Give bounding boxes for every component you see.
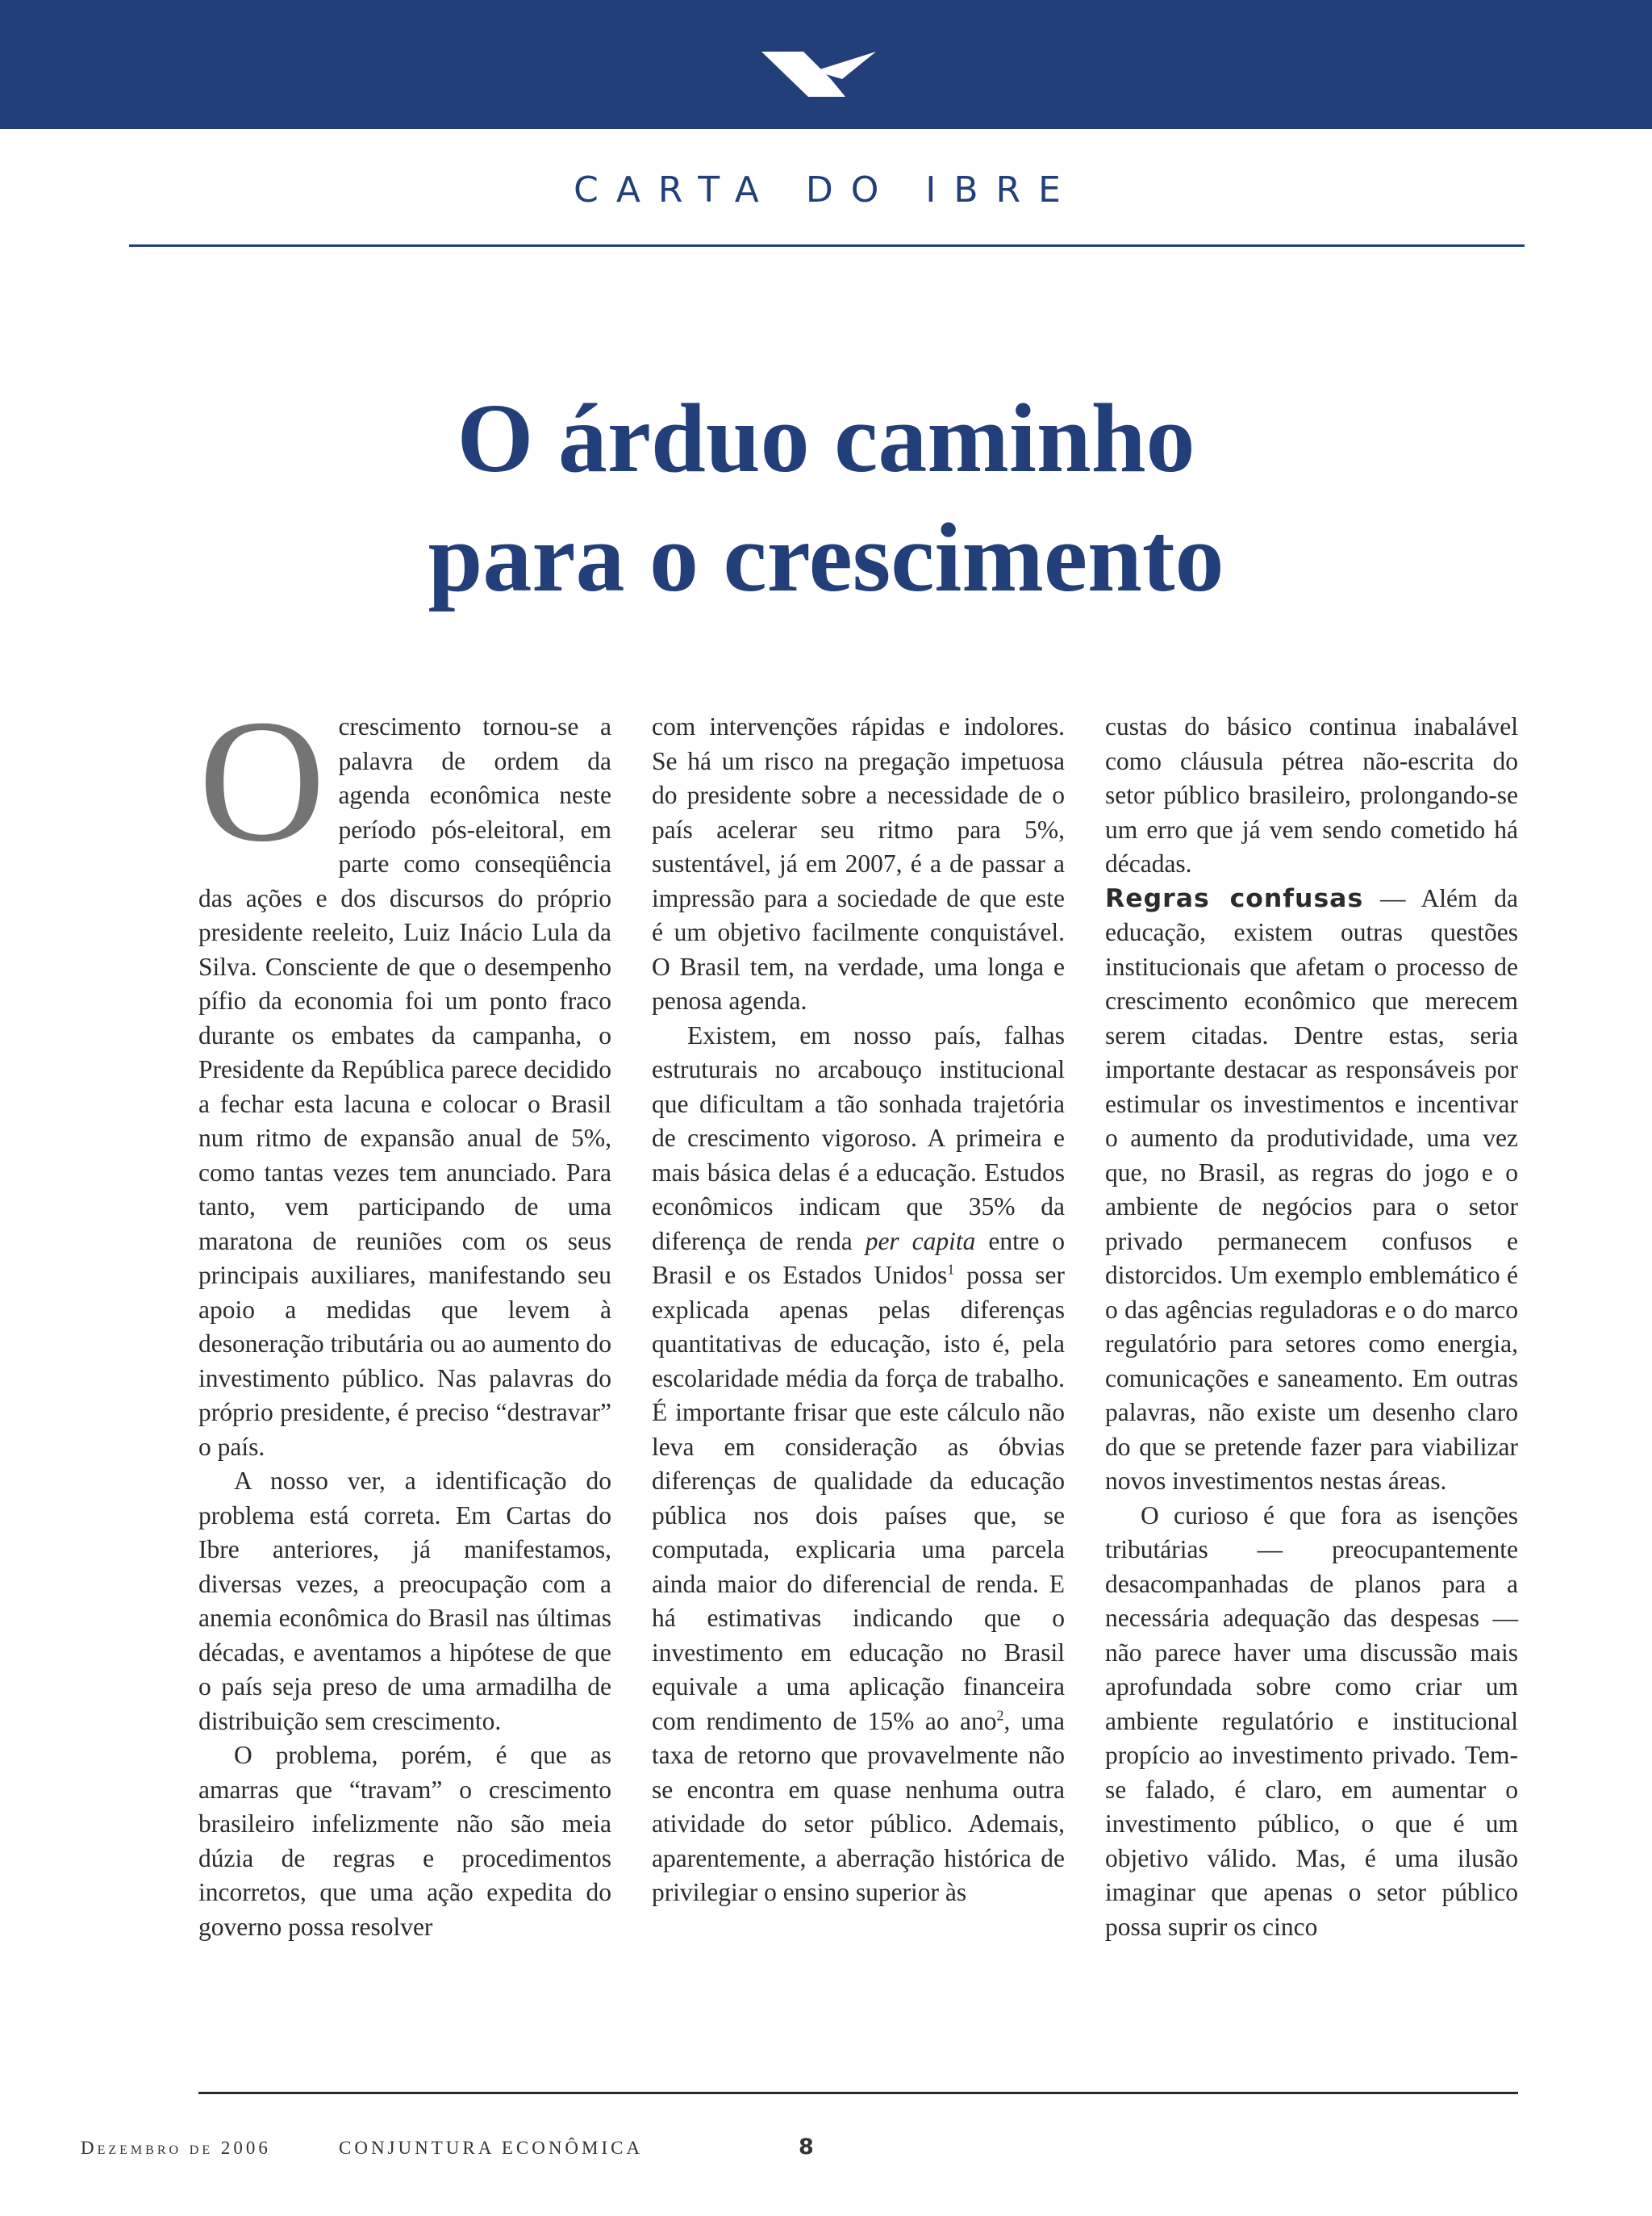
title-line-1: O árduo caminho: [457, 384, 1195, 493]
paragraph: [198, 684, 611, 1464]
paragraph-text: , uma taxa de retorno que provavelmente não se encontra em quase nenhuma outra atividade do setor público. Ademais, aparentemente, a aberração histórica de privilegiar o ensino superior às: [652, 1706, 1066, 1906]
title-line-2: para o crescimento: [428, 503, 1224, 612]
header-divider: [129, 244, 1525, 247]
paragraph: O curioso é que fora as isenções tributárias — preocupantemente desacompanhadas de planos para a necessária adequação das despesas — não parece haver uma discussão mais aprofundada sobre como criar um ambiente regulatório e institucional propício ao investimento privado. Tem-se falado, é claro, em aumentar o investimento público, o que é um objetivo válido. Mas, é uma ilusão imaginar que apenas o setor público possa suprir os cinco: [1105, 1500, 1518, 1941]
footer-divider: [198, 2092, 1518, 2094]
paragraph: com intervenções rápidas e indolores. Se há um risco na pregação impetuosa do presidente sobre a necessidade de o país acelerar seu ritmo para 5%, sustentável, já em 2007, é a de passar a impressão para a sociedade de que este é um objetivo facilmente conquistável. O Brasil tem, na verdade, uma longa e penosa agenda.: [652, 712, 1065, 1015]
footer-date: Dezembro de 2006: [81, 2138, 271, 2158]
text-column-2: [652, 710, 1065, 1910]
paragraph-text: — Além da educação, existem outras questões institucionais que afetam o processo de crescimento econômico que merecem serem citadas. Dentre estas, seria importante destacar as responsáveis por estimular os investimentos e incentivar o aumento da produtividade, uma vez que, no Brasil, as regras do jogo e o ambiente de negócios para o setor privado permanecem confusos e distorcidos. Um exemplo emblemático é o das agências reguladoras e o do marco regulatório para setores como energia, comunicações e saneamento. Em outras palavras, não existe um desenho claro do que se pretende fazer para viabilizar novos investimentos nestas áreas.: [1105, 883, 1518, 1495]
section-label: CARTA DO IBRE: [574, 169, 1078, 211]
page-number: 8: [799, 2135, 814, 2160]
drop-cap: O: [198, 684, 326, 878]
fgv-logo-icon: [761, 47, 891, 98]
paragraph-text: Existem, em nosso país, falhas estruturais no arcabouço institucional que dificultam a tão sonhada trajetória de crescimento vigoroso. A primeira e mais básica delas é a educação. Estudos econômicos indicam que 35% da diferença de renda: [652, 1020, 1065, 1255]
paragraph: custas do básico continua inabalável como cláusula pétrea não-escrita do setor público brasileiro, prolongando-se um erro que já vem sendo cometido há décadas.: [1105, 712, 1518, 878]
paragraph-text: crescimento tornou-se a palavra de ordem da agenda econômica neste período pós-eleitoral, em parte como conseqüência das ações e dos discursos do próprio presidente reeleito, Luiz Inácio Lula da Silva. Consciente de que o desempenho pífio da economia foi um ponto fraco durante os embates da campanha, o Presidente da República parece decidido a fechar esta lacuna e colocar o Brasil num ritmo de expansão anual de 5%, como tantas vezes tem anunciado. Para tanto, vem participando de uma maratona de reuniões com os seus principais auxiliares, manifestando seu apoio a medidas que levem à desoneração tributária ou ao aumento do investimento público. Nas palavras do próprio presidente, é preciso “destravar” o país.: [198, 712, 611, 1461]
paragraph: [1105, 882, 1518, 1499]
paragraph: O problema, porém, é que as amarras que “travam” o crescimento brasileiro infelizmente não são meia dúzia de regras e procedimentos incorretos, que uma ação expedita do governo possa resolver: [198, 1741, 611, 1941]
footer-magazine: CONJUNTURA ECONÔMICA: [339, 2138, 644, 2158]
text-column-1: [198, 684, 611, 1944]
paragraph-text: entre o Brasil e os Estados Unidos: [652, 1226, 1065, 1289]
footnote-marker: 1: [947, 1261, 955, 1278]
text-column-3: [1105, 710, 1518, 1944]
paragraph: A nosso ver, a identificação do problema está correta. Em Cartas do Ibre anteriores, já manifestamos, diversas vezes, a preocupação com a anemia econômica do Brasil nas últimas décadas, e aventamos a hipótese de que o país seja preso de uma armadilha de distribuição sem crescimento.: [198, 1467, 611, 1735]
header-band: [0, 0, 1652, 129]
italic-term: per capita: [865, 1226, 976, 1255]
footnote-marker: 2: [996, 1707, 1004, 1723]
article-title: [0, 379, 1652, 618]
paragraph: [652, 1019, 1065, 1910]
sub-heading: Regras confusas: [1105, 883, 1364, 913]
paragraph-text: possa ser explicada apenas pelas diferenças quantitativas de educação, isto é, pela escolaridade média da força de trabalho. É importante frisar que este cálculo não leva em consideração as óbvias diferenças de qualidade da educação pública nos dois países que, se computada, explicaria uma parcela ainda maior do diferencial de renda. E há estimativas indicando que o investimento em educação no Brasil equivale a uma aplicação financeira com rendimento de 15% ao ano: [652, 1261, 1066, 1735]
